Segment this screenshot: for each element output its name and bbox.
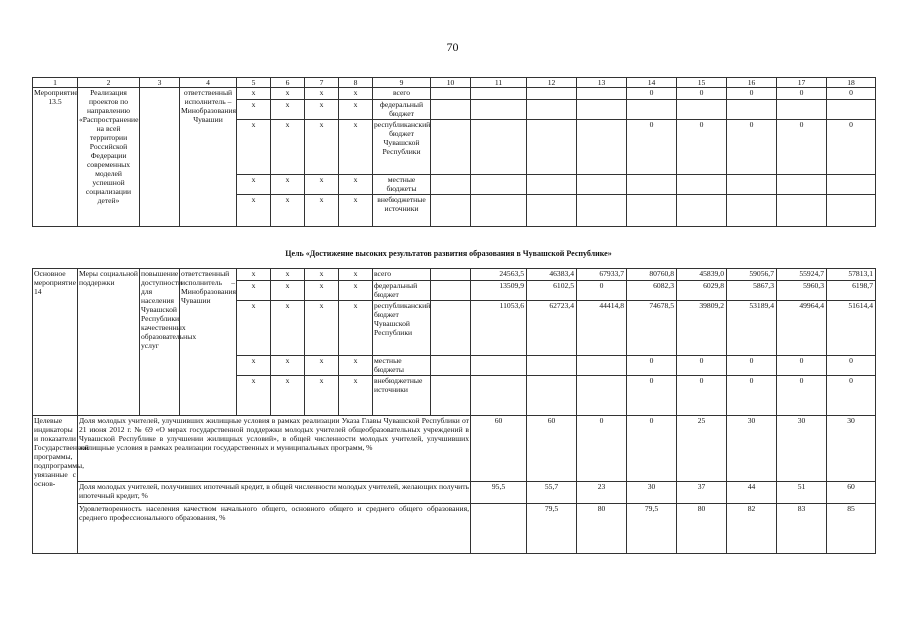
indicator-row — [33, 504, 876, 554]
value-cell: 0 — [627, 416, 677, 482]
col-header: 15 — [677, 78, 727, 88]
col-header: 8 — [339, 78, 373, 88]
value-cell: 0 — [577, 416, 627, 482]
value-cell: 85 — [827, 504, 876, 554]
indicator-text: Доля молодых учителей, получивших ипотечный кредит, в общей численности молодых учителей, желающих получить ипотечный кредит, % — [78, 482, 471, 504]
value-cell: 5960,3 — [777, 281, 827, 301]
code-cell: x — [305, 120, 339, 175]
value-cell: 0 — [777, 376, 827, 416]
value-cell — [471, 356, 527, 376]
event-goal: повышение доступности для населения Чувашской Республики качественных образовательных услуг — [140, 269, 180, 416]
event-name: Реализация проектов по направлению «Распространение на всей территории Российской Федерации современных моделей успешной социализации детей» — [78, 88, 140, 227]
code-cell: x — [339, 100, 373, 120]
code-cell: x — [305, 376, 339, 416]
value-cell: 46383,4 — [527, 269, 577, 281]
value-cell: 80760,8 — [627, 269, 677, 281]
value-cell — [577, 120, 627, 175]
code-cell: x — [271, 281, 305, 301]
code-cell: x — [271, 175, 305, 195]
value-cell: 25 — [677, 416, 727, 482]
responsible: ответственный исполнитель – Минобразования Чувашии — [180, 269, 237, 416]
value-cell — [431, 88, 471, 100]
col-header: 7 — [305, 78, 339, 88]
value-cell: 0 — [677, 376, 727, 416]
value-cell — [471, 88, 527, 100]
value-cell: 51 — [777, 482, 827, 504]
value-cell: 0 — [827, 356, 876, 376]
indicator-row — [33, 416, 876, 482]
value-cell: 49964,4 — [777, 301, 827, 356]
code-cell: x — [237, 356, 271, 376]
value-cell: 60 — [527, 416, 577, 482]
budget-table-top — [32, 77, 876, 227]
value-cell: 0 — [627, 88, 677, 100]
col-header: 5 — [237, 78, 271, 88]
value-cell: 0 — [727, 376, 777, 416]
value-cell: 6029,8 — [677, 281, 727, 301]
value-cell: 55924,7 — [777, 269, 827, 281]
code-cell: x — [237, 175, 271, 195]
event-title: Мероприятие 13.5 — [33, 88, 78, 227]
code-cell: x — [237, 376, 271, 416]
value-cell: 44414,8 — [577, 301, 627, 356]
value-cell: 0 — [677, 356, 727, 376]
value-cell: 37 — [677, 482, 727, 504]
col-header: 16 — [727, 78, 777, 88]
value-cell: 60 — [827, 482, 876, 504]
column-number-row — [33, 78, 876, 88]
code-cell: x — [339, 195, 373, 227]
code-cell: x — [305, 175, 339, 195]
value-cell: 53189,4 — [727, 301, 777, 356]
funding-source: всего — [373, 88, 431, 100]
value-cell: 30 — [627, 482, 677, 504]
value-cell: 13509,9 — [471, 281, 527, 301]
event-title: Основное мероприятие 14 — [33, 269, 78, 416]
funding-source: федеральный бюджет — [373, 281, 431, 301]
col-header: 4 — [180, 78, 237, 88]
code-cell: x — [339, 376, 373, 416]
value-cell — [527, 376, 577, 416]
code-cell: x — [305, 100, 339, 120]
funding-source: всего — [373, 269, 431, 281]
value-cell: 62723,4 — [527, 301, 577, 356]
code-cell: x — [271, 120, 305, 175]
value-cell: 0 — [727, 120, 777, 175]
code-cell: x — [237, 301, 271, 356]
col-header: 2 — [78, 78, 140, 88]
value-cell — [577, 356, 627, 376]
code-cell: x — [305, 88, 339, 100]
col-header: 6 — [271, 78, 305, 88]
value-cell: 79,5 — [527, 504, 577, 554]
code-cell: x — [339, 356, 373, 376]
value-cell — [577, 376, 627, 416]
value-cell: 11053,6 — [471, 301, 527, 356]
value-cell — [471, 376, 527, 416]
value-cell: 59056,7 — [727, 269, 777, 281]
value-cell: 82 — [727, 504, 777, 554]
value-cell: 0 — [627, 376, 677, 416]
col-header: 13 — [577, 78, 627, 88]
value-cell: 6198,7 — [827, 281, 876, 301]
value-cell: 30 — [827, 416, 876, 482]
value-cell: 44 — [727, 482, 777, 504]
table-row — [33, 269, 876, 281]
value-cell: 30 — [777, 416, 827, 482]
value-cell: 79,5 — [627, 504, 677, 554]
funding-source: республиканский бюджет Чувашской Республики — [373, 301, 431, 356]
funding-source: местные бюджеты — [373, 175, 431, 195]
value-cell: 0 — [827, 376, 876, 416]
code-cell: x — [271, 88, 305, 100]
value-cell: 6082,3 — [627, 281, 677, 301]
code-cell: x — [271, 195, 305, 227]
empty-cell — [140, 88, 180, 227]
indicator-text: Доля молодых учителей, улучшивших жилищные условия в рамках реализации Указа Главы Чувашской Республики от 21 июня 2012 г. № 69 «О мерах государственной поддержки молодых учителей общеобразовательных учреждений в Чувашской Республике в улучшении жилищных условий», в общей численности молодых учителей, улучшивших жилищные условия в рамках реализации государственных и муниципальных программ, % — [78, 416, 471, 482]
code-cell: x — [339, 301, 373, 356]
budget-table-bottom — [32, 268, 876, 554]
value-cell: 23 — [577, 482, 627, 504]
value-cell: 6102,5 — [527, 281, 577, 301]
value-cell: 74678,5 — [627, 301, 677, 356]
code-cell: x — [339, 281, 373, 301]
code-cell: x — [271, 301, 305, 356]
code-cell: x — [339, 88, 373, 100]
code-cell: x — [339, 120, 373, 175]
value-cell: 83 — [777, 504, 827, 554]
code-cell: x — [271, 356, 305, 376]
value-cell: 80 — [677, 504, 727, 554]
col-header: 9 — [373, 78, 431, 88]
code-cell: x — [271, 269, 305, 281]
value-cell: 0 — [577, 281, 627, 301]
indicator-row — [33, 482, 876, 504]
value-cell: 95,5 — [471, 482, 527, 504]
indicators-label: Целевые индикаторы и показатели Государственной программы, подпрограммы, увязанные с основ- — [33, 416, 78, 554]
value-cell: 5867,3 — [727, 281, 777, 301]
value-cell: 0 — [777, 88, 827, 100]
code-cell: x — [305, 195, 339, 227]
value-cell: 0 — [777, 120, 827, 175]
value-cell: 0 — [627, 356, 677, 376]
value-cell: 0 — [727, 356, 777, 376]
code-cell: x — [237, 269, 271, 281]
value-cell: 0 — [677, 88, 727, 100]
value-cell: 39809,2 — [677, 301, 727, 356]
value-cell — [471, 504, 527, 554]
value-cell: 0 — [627, 120, 677, 175]
code-cell: x — [339, 269, 373, 281]
value-cell — [527, 88, 577, 100]
code-cell: x — [271, 376, 305, 416]
value-cell: 55,7 — [527, 482, 577, 504]
col-header: 18 — [827, 78, 876, 88]
value-cell: 60 — [471, 416, 527, 482]
value-cell: 67933,7 — [577, 269, 627, 281]
code-cell: x — [237, 100, 271, 120]
funding-source: внебюджетные источники — [373, 195, 431, 227]
funding-source: федеральный бюджет — [373, 100, 431, 120]
value-cell: 45839,0 — [677, 269, 727, 281]
value-cell: 0 — [777, 356, 827, 376]
value-cell: 24563,5 — [471, 269, 527, 281]
code-cell: x — [237, 120, 271, 175]
code-cell: x — [237, 88, 271, 100]
col-header: 14 — [627, 78, 677, 88]
col-header: 10 — [431, 78, 471, 88]
page-number: 70 — [446, 40, 459, 54]
code-cell: x — [305, 356, 339, 376]
code-cell: x — [305, 301, 339, 356]
value-cell: 0 — [727, 88, 777, 100]
value-cell: 0 — [827, 120, 876, 175]
responsible: ответственный исполнитель – Минобразования Чувашии — [180, 88, 237, 227]
value-cell: 30 — [727, 416, 777, 482]
col-header: 17 — [777, 78, 827, 88]
code-cell: x — [305, 281, 339, 301]
col-header: 11 — [471, 78, 527, 88]
value-cell: 80 — [577, 504, 627, 554]
value-cell — [577, 88, 627, 100]
funding-source: внебюджетные источники — [373, 376, 431, 416]
funding-source: местные бюджеты — [373, 356, 431, 376]
value-cell — [527, 120, 577, 175]
col-header: 12 — [527, 78, 577, 88]
code-cell: x — [271, 100, 305, 120]
value-cell: 51614,4 — [827, 301, 876, 356]
value-cell — [527, 356, 577, 376]
indicator-text: Удовлетворенность населения качеством начального общего, основного общего и среднего общего образования, среднего профессионального образования, % — [78, 504, 471, 554]
value-cell: 57813,1 — [827, 269, 876, 281]
code-cell: x — [237, 195, 271, 227]
goal-heading: Цель «Достижение высоких результатов развития образования в Чувашской Республике» — [285, 249, 612, 258]
funding-source: республиканский бюджет Чувашской Республики — [373, 120, 431, 175]
code-cell: x — [305, 269, 339, 281]
code-cell: x — [339, 175, 373, 195]
col-header: 1 — [33, 78, 78, 88]
code-cell: x — [237, 281, 271, 301]
event-name: Меры социальной поддержки — [78, 269, 140, 416]
value-cell: 0 — [677, 120, 727, 175]
value-cell — [471, 120, 527, 175]
table-row — [33, 88, 876, 100]
col-header: 3 — [140, 78, 180, 88]
value-cell: 0 — [827, 88, 876, 100]
